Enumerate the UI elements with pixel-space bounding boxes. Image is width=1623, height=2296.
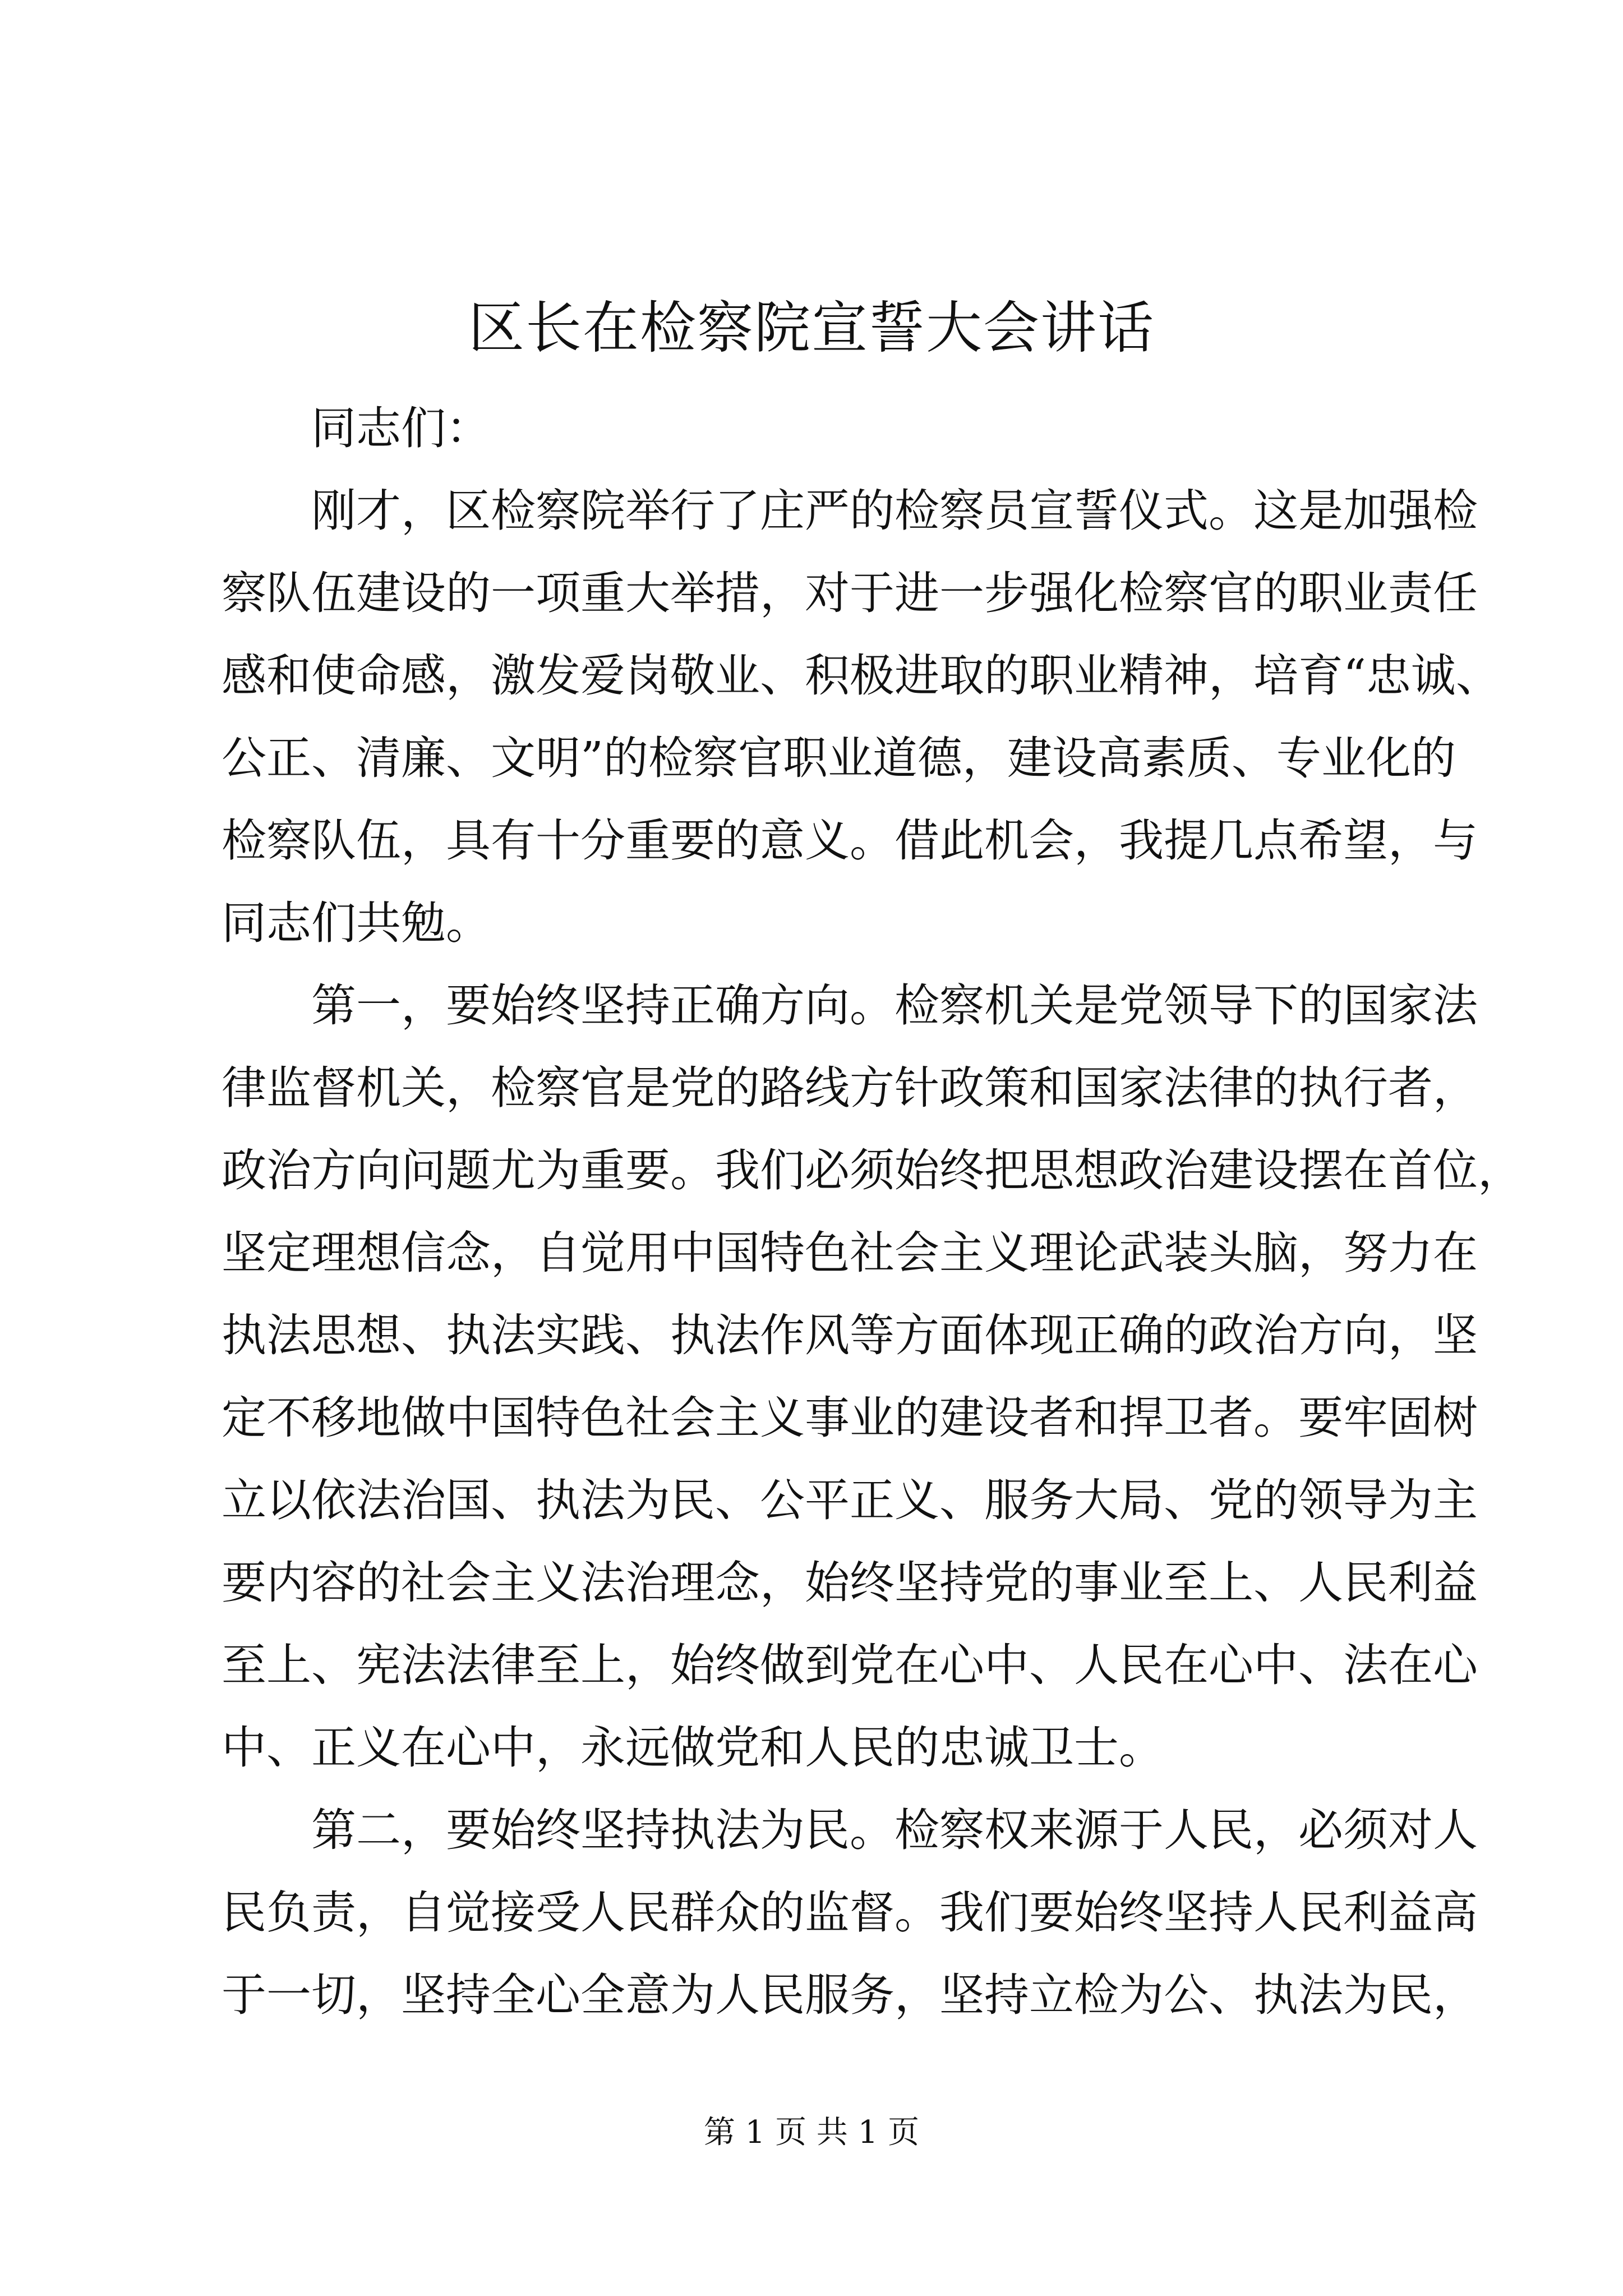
- text-line: 于一切，坚持全心全意为人民服务，坚持立检为公、执法为民，: [222, 1969, 1478, 2021]
- text-line: 同志们：: [222, 402, 491, 454]
- text-line: 察队伍建设的一项重大举措，对于进一步强化检察官的职业责任: [222, 567, 1478, 619]
- page-number: 第 1 页 共 1 页: [703, 2114, 920, 2151]
- text-line: 检察队伍，具有十分重要的意义。借此机会，我提几点希望，与: [222, 815, 1478, 867]
- text-line: 民负责，自觉接受人民群众的监督。我们要始终坚持人民利益高: [222, 1887, 1478, 1939]
- text-line: 坚定理想信念，自觉用中国特色社会主义理论武装头脑，努力在: [222, 1227, 1478, 1279]
- text-line: 第一，要始终坚持正确方向。检察机关是党领导下的国家法: [222, 979, 1478, 1032]
- text-line: 执法思想、执法实践、执法作风等方面体现正确的政治方向，坚: [222, 1309, 1478, 1361]
- text-line: 感和使命感，激发爱岗敬业、积极进取的职业精神，培育“忠诚、: [222, 650, 1501, 702]
- text-line: 定不移地做中国特色社会主义事业的建设者和捍卫者。要牢固树: [222, 1392, 1478, 1444]
- text-line: 要内容的社会主义法治理念，始终坚持党的事业至上、人民利益: [222, 1557, 1478, 1609]
- text-line: 政治方向问题尤为重要。我们必须始终把思想政治建设摆在首位，: [222, 1144, 1523, 1197]
- text-line: 公正、清廉、文明”的检察官职业道德，建设高素质、专业化的: [222, 732, 1456, 784]
- text-line: 第二，要始终坚持执法为民。检察权来源于人民，必须对人: [222, 1804, 1478, 1856]
- text-line: 同志们共勉。: [222, 897, 491, 949]
- document-title: 区长在检察院宣誓大会讲话: [468, 295, 1155, 361]
- document-body: [222, 387, 1523, 2036]
- text-line: 至上、宪法法律至上，始终做到党在心中、人民在心中、法在心: [222, 1639, 1478, 1691]
- text-line: 中、正义在心中，永远做党和人民的忠诚卫士。: [222, 1722, 1164, 1774]
- text-line: 刚才，区检察院举行了庄严的检察员宣誓仪式。这是加强检: [222, 485, 1478, 537]
- text-line: 立以依法治国、执法为民、公平正义、服务大局、党的领导为主: [222, 1474, 1478, 1526]
- text-line: 律监督机关，检察官是党的路线方针政策和国家法律的执行者，: [222, 1062, 1478, 1114]
